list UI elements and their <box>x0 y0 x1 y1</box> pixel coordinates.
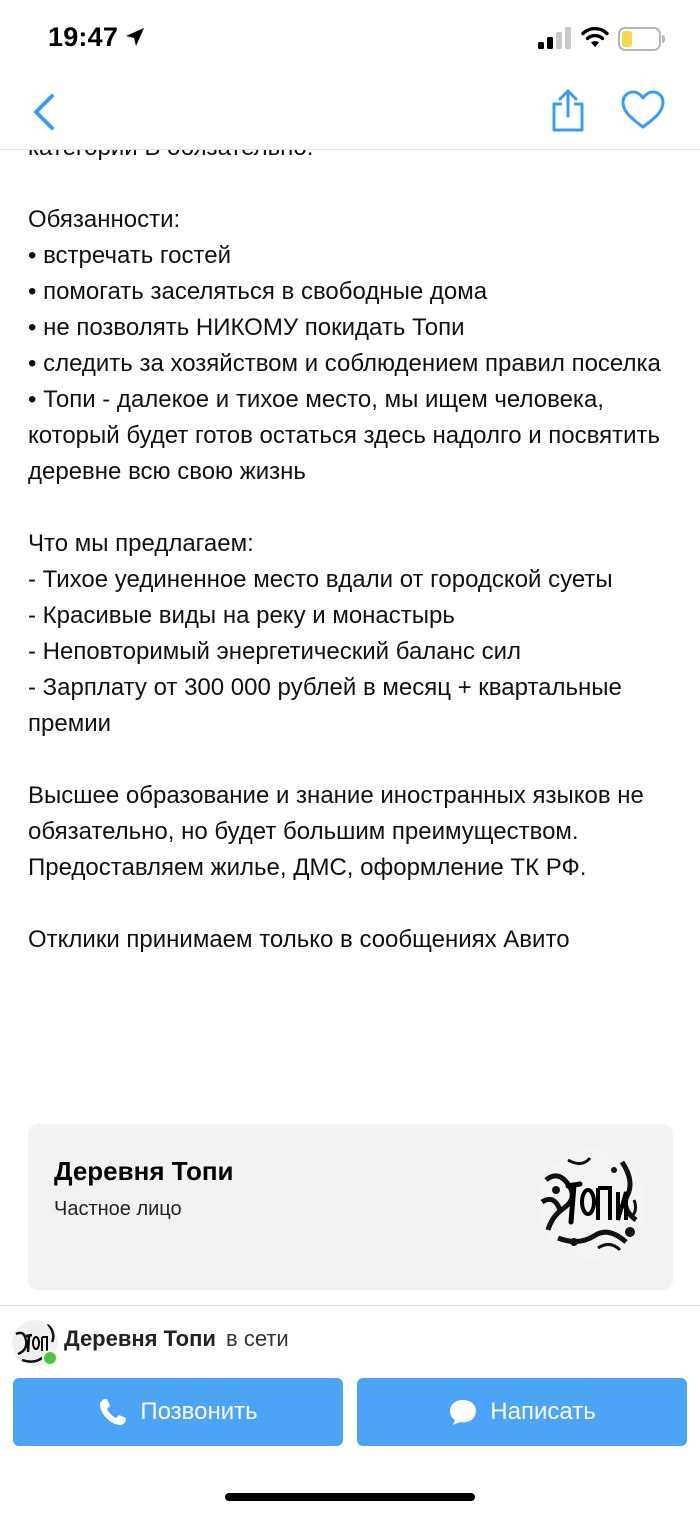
seller-type: Частное лицо <box>54 1198 182 1220</box>
seller-avatar <box>538 1150 646 1258</box>
description-line: Предоставляем жилье, ДМС, оформление ТК РФ. <box>28 854 587 881</box>
description-line: Обязанности: <box>28 206 181 233</box>
description-line: • встречать гостей <box>28 242 231 269</box>
contact-bar <box>0 1305 700 1515</box>
status-bar <box>0 0 700 76</box>
heart-icon[interactable] <box>620 90 666 130</box>
online-status: в сети <box>226 1326 289 1351</box>
home-indicator[interactable] <box>225 1493 475 1501</box>
write-button-label: Написать <box>490 1398 596 1425</box>
back-chevron-icon[interactable] <box>28 92 64 132</box>
online-indicator <box>42 1350 58 1366</box>
description-line: • не позволять НИКОМУ покидать Топи <box>28 314 465 341</box>
description-line <box>28 490 678 526</box>
description-line: Отклики принимаем только в сообщениях Авито <box>28 926 570 953</box>
call-button[interactable] <box>13 1378 343 1446</box>
battery-low-icon <box>618 27 666 51</box>
description-line: - Красивые виды на реку и монастырь <box>28 602 455 629</box>
description-line <box>28 886 678 922</box>
cellular-signal-icon <box>538 27 572 49</box>
write-button[interactable] <box>357 1378 687 1446</box>
share-icon[interactable] <box>548 88 588 132</box>
description-line: Высшее образование и знание иностранных языков не обязательно, но будет большим преимуществом. <box>28 782 644 845</box>
navigation-bar <box>0 76 700 150</box>
phone-icon <box>98 1397 128 1427</box>
bottom-seller-info[interactable] <box>64 1326 289 1352</box>
seller-card[interactable] <box>28 1124 673 1290</box>
description-line: Что мы предлагаем: <box>28 530 254 557</box>
message-bubble-icon <box>448 1397 478 1427</box>
status-time: 19:47 <box>48 22 119 52</box>
call-button-label: Позвонить <box>140 1398 258 1425</box>
location-arrow-icon <box>124 26 146 48</box>
wifi-icon <box>580 25 610 49</box>
description-line: - Зарплату от 300 000 рублей в месяц + квартальные премии <box>28 674 622 737</box>
description-line <box>28 166 678 202</box>
description-line: - Тихое уединенное место вдали от городской суеты <box>28 566 613 593</box>
description-line: - Неповторимый энергетический баланс сил <box>28 638 521 665</box>
description-line: • Топи - далекое и тихое место, мы ищем человека, который будет готов остаться здесь надолго и посвятить деревне всю свою жизнь <box>28 386 661 485</box>
description-line: • следить за хозяйством и соблюдением правил поселка <box>28 350 661 377</box>
ad-description <box>28 130 678 958</box>
bottom-seller-name: Деревня Топи <box>64 1326 216 1351</box>
seller-name: Деревня Топи <box>54 1156 234 1186</box>
description-line: • помогать заселяться в свободные дома <box>28 278 488 305</box>
description-line <box>28 742 678 778</box>
